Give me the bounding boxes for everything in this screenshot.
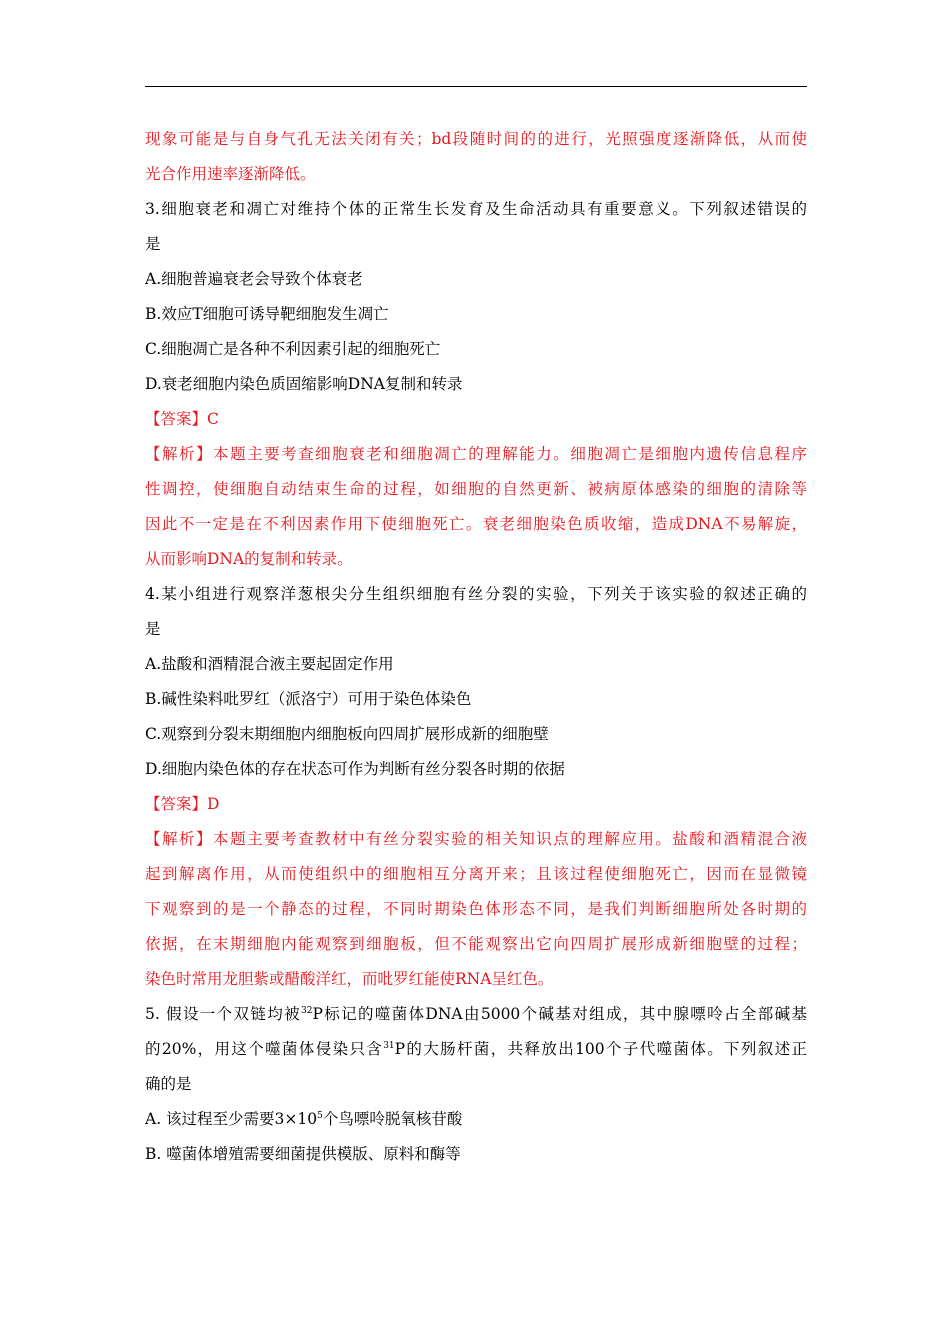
q3-option-d: D.衰老细胞内染色质固缩影响DNA复制和转录 (145, 375, 463, 393)
q5-isotope-31: 31 (383, 1041, 395, 1051)
q5-stem-line-3: 确的是 (145, 1075, 192, 1093)
q3-answer: 【答案】C (145, 410, 219, 428)
q3-explanation-line-3: 因此不一定是在不利因素作用下使细胞死亡。衰老细胞染色质收缩，造成DNA不易解旋， (145, 515, 807, 533)
q3-explanation-line-2: 性调控，使细胞自动结束生命的过程，如细胞的自然更新、被病原体感染的细胞的清除等 (145, 480, 807, 498)
q4-option-b: B.碱性染料吡罗红（派洛宁）可用于染色体染色 (145, 690, 472, 708)
q5-option-a-pre: A. 该过程至少需要3×10 (145, 1110, 318, 1128)
q4-stem-line-1: 4.某小组进行观察洋葱根尖分生组织细胞有丝分裂的实验，下列关于该实验的叙述正确的 (145, 585, 807, 603)
header-rule (145, 86, 807, 87)
q4-explanation-line-3: 下观察到的是一个静态的过程，不同时期染色体形态不同，是我们判断细胞所处各时期的 (145, 900, 807, 918)
q5-stem-line-2 (145, 1032, 807, 1067)
q5-isotope-32: 32 (301, 1006, 313, 1016)
q3-option-a: A.细胞普遍衰老会导致个体衰老 (145, 270, 363, 288)
prev-explanation-line-2: 光合作用速率逐渐降低。 (145, 165, 316, 183)
q4-answer: 【答案】D (145, 795, 220, 813)
q5-stem-2a: 的20%，用这个噬菌体侵染只含 (145, 1040, 384, 1058)
q4-option-d: D.细胞内染色体的存在状态可作为判断有丝分裂各时期的依据 (145, 760, 565, 778)
q5-stem-line-1 (145, 997, 807, 1032)
document-body (145, 122, 807, 1172)
q5-option-a-exponent: 5 (317, 1111, 323, 1121)
q4-stem-line-2: 是 (145, 620, 161, 638)
q5-stem-1b: P标记的噬菌体DNA由5000个碱基对组成，其中腺嘌呤占全部碱基 (312, 1005, 807, 1023)
q3-stem-line-2: 是 (145, 235, 161, 253)
q3-option-c: C.细胞凋亡是各种不利因素引起的细胞死亡 (145, 340, 441, 358)
q4-explanation-line-2: 起到解离作用，从而使组织中的细胞相互分离开来；且该过程使细胞死亡，因而在显微镜 (145, 865, 807, 883)
q4-option-a: A.盐酸和酒精混合液主要起固定作用 (145, 655, 394, 673)
q3-stem-line-1: 3.细胞衰老和凋亡对维持个体的正常生长发育及生命活动具有重要意义。下列叙述错误的 (145, 200, 807, 218)
q4-option-c: C.观察到分裂末期细胞内细胞板向四周扩展形成新的细胞壁 (145, 725, 549, 743)
q5-option-b: B. 噬菌体增殖需要细菌提供模版、原料和酶等 (145, 1145, 461, 1163)
q3-option-b: B.效应T细胞可诱导靶细胞发生凋亡 (145, 305, 389, 323)
q5-option-a (145, 1102, 807, 1137)
q5-stem-1a: 5. 假设一个双链均被 (145, 1005, 301, 1023)
q4-explanation-line-1: 【解析】本题主要考查教材中有丝分裂实验的相关知识点的理解应用。盐酸和酒精混合液 (145, 830, 807, 848)
q5-option-a-post: 个鸟嘌呤脱氧核苷酸 (322, 1110, 463, 1128)
prev-explanation-line-1: 现象可能是与自身气孔无法关闭有关；bd段随时间的的进行，光照强度逐渐降低，从而使 (145, 130, 807, 148)
q3-explanation-line-4: 从而影响DNA的复制和转录。 (145, 550, 353, 568)
q4-explanation-line-5: 染色时常用龙胆紫或醋酸洋红，而吡罗红能使RNA呈红色。 (145, 970, 554, 988)
q3-explanation-line-1: 【解析】本题主要考查细胞衰老和细胞凋亡的理解能力。细胞凋亡是细胞内遗传信息程序 (145, 445, 807, 463)
q4-explanation-line-4: 依据，在末期细胞内能观察到细胞板，但不能观察出它向四周扩展形成新细胞壁的过程； (145, 935, 807, 953)
q5-stem-2b: P的大肠杆菌，共释放出100个子代噬菌体。下列叙述正 (394, 1040, 807, 1058)
